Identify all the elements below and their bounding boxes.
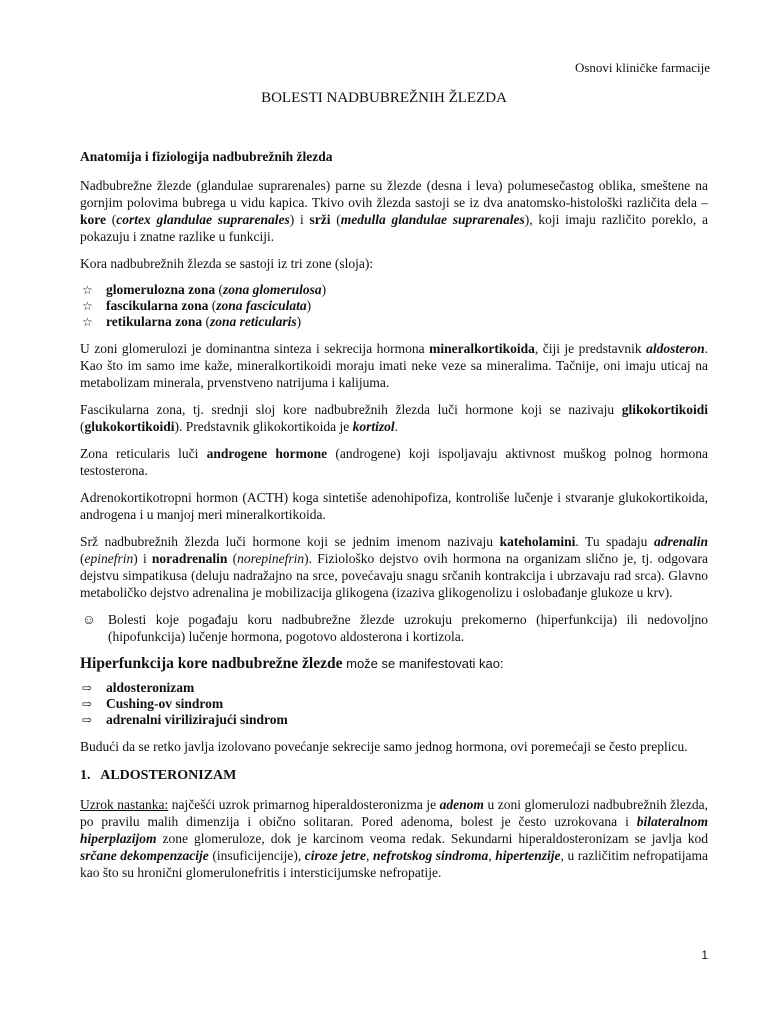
- main-text: [80, 148, 708, 891]
- note-paragraph: ☺ Bolesti koje pogađaju koru nadbubrežne žlezde uzrokuju prekomerno (hiperfunkcija) ili nedovoljno (hipofunkcija) lučenje hormona, pogotovo aldosterona i kortizola.: [82, 612, 708, 644]
- star-icon: ☆: [82, 299, 93, 313]
- paragraph-acth: Adrenokortikotropni hormon (ACTH) koga sintetiše adenohipofiza, kontroliše lučenje i stvaranje glukokortikoida, androgena i u manjoj meri mineralkortikoida.: [80, 490, 708, 522]
- paragraph-medulla: Srž nadbubrežnih žlezda luči hormone koji se jednim imenom nazivaju kateholamini. Tu spadaju adrenalin (epinefrin) i noradrenalin (norepinefrin). Fiziološko dejstvo ovih hormona na organizam slično je, tj. odgovara dejstvu simpatikusa (deluju nadražajno na srce, povećavaju snagu srčanih kontrakcija i ubrzavaju rad srca). Glavno metaboličko dejstvo adrenalina je mobilizacija glikogena (izaziva glikogenolizu i oslobađanje glukoze u krv).: [80, 534, 709, 600]
- paragraph-overlap: Budući da se retko javlja izolovano povećanje sekrecije samo jednog hormona, ovi poremećaji se često preplicu.: [80, 739, 688, 754]
- section-heading-aldosteronism: 1. ALDOSTERONIZAM: [80, 768, 237, 783]
- list-item: ⇨ adrenalni virilizirajući sindrom: [82, 712, 288, 727]
- page-title: BOLESTI NADBUBREŽNIH ŽLEZDA: [261, 90, 507, 106]
- page-number: 1: [701, 948, 708, 962]
- paragraph-cause: Uzrok nastanka: najčešći uzrok primarnog hiperaldosteronizma je adenom u zoni glomerulozi nadbubrežnih žlezda, po pravilu malih dimenzija i obično solitaran. Pored adenoma, bolest je često uzrokovana i bilateralnom hiperplazijom zone glomeruloze, dok je karcinom veoma redak. Sekundarni hiperaldosteronizam se javlja kod srčane dekompenzacije (insuficijencije), ciroze jetre, nefrotskog sindroma, hipertenzije, u različitim nefropatijama kao što su hronični glomerulonefritis i intersticijumske nefropatije.: [80, 797, 709, 880]
- arrow-right-icon: ⇨: [82, 681, 93, 695]
- paragraph-reticularis: Zona reticularis luči androgene hormone (androgene) koji ispoljavaju aktivnost muškog polnog hormona testosterona.: [80, 446, 708, 478]
- arrow-right-icon: ⇨: [82, 713, 93, 727]
- star-icon: ☆: [82, 283, 93, 297]
- list-item: ⇨ aldosteronizam: [82, 680, 195, 695]
- list-item: ⇨ Cushing-ov sindrom: [82, 696, 224, 711]
- running-header: Osnovi kliničke farmacije: [574, 60, 710, 75]
- section-heading-hyperfunction: Hiperfunkcija kore nadbubrežne žlezde može se manifestovati kao:: [80, 655, 504, 672]
- arrow-right-icon: ⇨: [82, 697, 93, 711]
- list-item: ☆ glomerulozna zona (zona glomerulosa): [82, 282, 327, 297]
- star-icon: ☆: [82, 315, 93, 329]
- paragraph-fasciculata: Fascikularna zona, tj. srednji sloj kore nadbubrežnih žlezda luči hormone koji se nazivaju glikokortikoidi (glukokortikoidi). Predstavnik glikokortikoida je kortizol.: [80, 402, 708, 434]
- paragraph-intro: Nadbubrežne žlezde (glandulae suprarenales) parne su žlezde (desna i leva) polumesečastog oblika, smeštene na gornjim polovima bubrega u vidu kapica. Tkivo ovih žlezda sastoji se iz dva anatomsko-histološki različita dela – kore (cortex glandulae suprarenales) i srži (medulla glandulae suprarenales), koji imaju različito poreklo, a pokazuju i znatne razlike u funkciji.: [80, 178, 708, 244]
- list-item: ☆ fascikularna zona (zona fasciculata): [82, 298, 312, 313]
- paragraph-zones-intro: Kora nadbubrežnih žlezda se sastoji iz tri zone (sloja):: [80, 256, 374, 271]
- hyperfunction-list: [80, 680, 708, 728]
- zone-list: [80, 282, 708, 330]
- section-heading-anatomy: Anatomija i fiziologija nadbubrežnih žlezda: [80, 149, 333, 164]
- list-item: ☆ retikularna zona (zona reticularis): [82, 314, 302, 329]
- smiley-icon: ☺: [82, 612, 96, 627]
- paragraph-glomerulosa: U zoni glomerulozi je dominantna sinteza i sekrecija hormona mineralkortikoida, čiji je predstavnik aldosteron. Kao što im samo ime kaže, mineralkortikoidi moraju imati neke veze sa mineralima. Tačnije, oni imaju uticaj na metabolizam minerala, prvenstveno natrijuma i kalijuma.: [80, 341, 708, 390]
